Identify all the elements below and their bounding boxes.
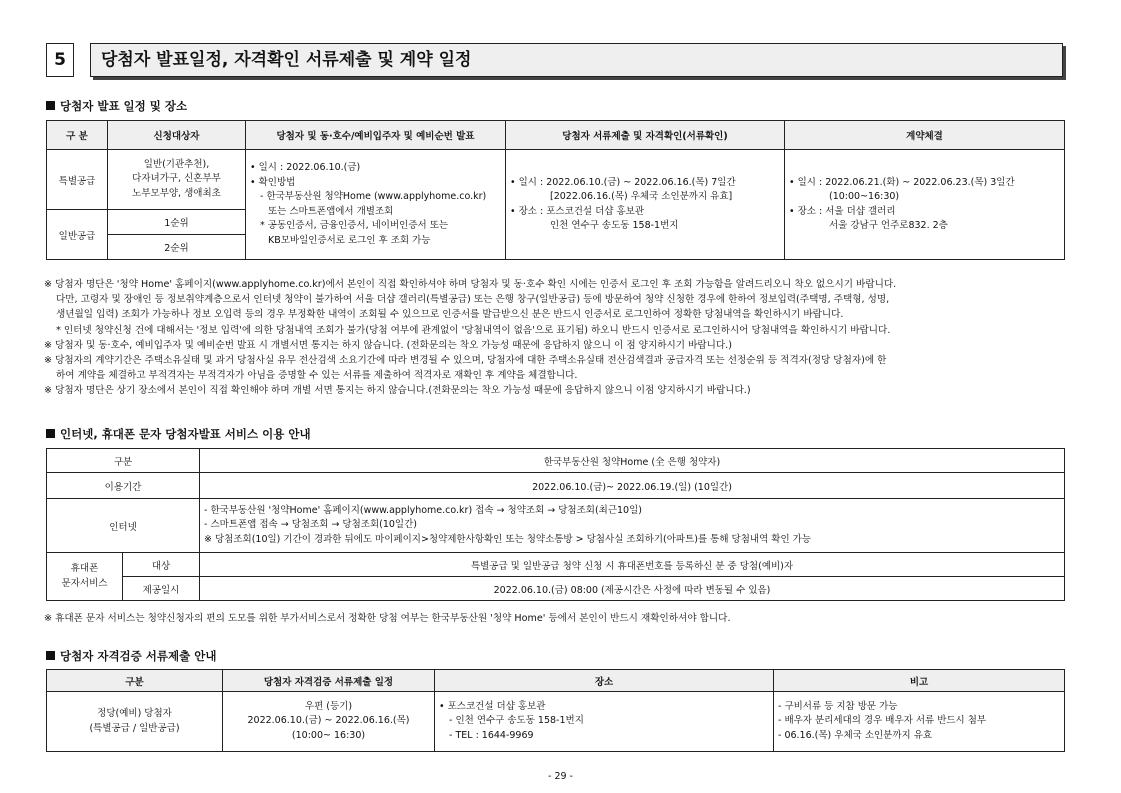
note-line: 생년월일 입력) 조회가 가능하나 정보 오입력 등의 경우 부정확한 내역이 조회될 수 있으므로 인증서를 발급받으신 분은 반드시 인증서로 로그인하여 정확한 당첨내역을 확인하시기 바랍니다. — [56, 309, 844, 321]
verify-header-category: 구분 — [47, 670, 223, 692]
announce-line: 또는 스마트폰앱에서 개별조회 — [268, 205, 394, 217]
schedule-line: 우편 (등기) — [304, 700, 353, 712]
note-line: ※ 당첨자의 계약기간은 주택소유실태 및 과거 당첨사실 유무 전산검색 소요기간에 따라 변경될 수 있으며, 당첨자에 대한 주택소유실태 전산검색결과 공급자격 또는 선정순위 등 적격자(정당 당첨자)에 한 — [44, 355, 887, 367]
verify-heading — [46, 648, 216, 664]
docs-line: • 일시 : 2022.06.10.(금) ~ 2022.06.16.(목) 7일간 — [510, 176, 736, 188]
special-targets — [108, 150, 246, 210]
target-label: 대상 — [123, 553, 200, 577]
note-line: ※ 휴대폰 문자 서비스는 청약신청자의 편의 도모를 위한 부가서비스로서 정확한 당첨 여부는 한국부동산원 '청약 Home' 등에서 본인이 반드시 재확인하셔야 합니다. — [44, 613, 731, 624]
section-title-box — [90, 43, 1063, 77]
time-value: 2022.06.10.(금) 08:00 (제공시간은 사정에 따라 변동될 수 있음) — [200, 577, 1065, 601]
verify-label-line: (특별공급 / 일반공급) — [89, 722, 180, 734]
note-line: - 구비서류 등 지참 방문 가능 — [778, 700, 898, 712]
internet-cell — [200, 499, 1065, 553]
place-line: • 포스코건설 더샵 홍보관 — [439, 700, 546, 712]
special-label: 특별공급 — [47, 150, 108, 210]
section-title: 당첨자 발표일정, 자격확인 서류제출 및 계약 일정 — [101, 50, 472, 70]
general-rank2: 2순위 — [108, 235, 246, 260]
verify-header-schedule: 당첨자 자격검증 서류제출 일정 — [223, 670, 435, 692]
mobile-label-line: 휴대폰 — [70, 563, 99, 574]
sms-heading — [46, 426, 311, 442]
internet-line: - 한국부동산원 '청약Home' 홈페이지(www.applyhome.co.kr) 접속 → 청약조회 → 당첨조회(최근10일) — [204, 504, 642, 516]
verify-row — [47, 692, 1065, 752]
sms-target-row — [47, 553, 1065, 577]
verify-row-label — [47, 692, 223, 752]
announce-line: • 확인방법 — [250, 176, 296, 188]
schedule-line: (10:00~ 16:30) — [291, 729, 366, 741]
page-number: - 29 - — [548, 771, 573, 782]
verify-note — [774, 692, 1065, 752]
note-line: 다만, 고령자 및 장애인 등 정보취약계층으로서 인터넷 청약이 불가하여 서울 더샵 갤러리(특별공급) 또는 은행 창구(일반공급) 등에 방문하여 청약 신청한 경우에 한하여 정보입력(주택명, 주택형, 성명, — [56, 294, 890, 306]
header-docs: 당첨자 서류제출 및 자격확인(서류확인) — [506, 121, 785, 150]
verify-header-row — [47, 670, 1065, 692]
verify-header-note: 비고 — [774, 670, 1065, 692]
special-target-line: 노부모부양, 생애최초 — [132, 187, 221, 199]
announce-header-row — [47, 121, 1065, 150]
mobile-label-line: 문자서비스 — [61, 577, 108, 589]
general-rank1: 1순위 — [108, 210, 246, 235]
docs-line: • 장소 : 포스코건설 더샵 홍보관 — [510, 205, 645, 217]
sms-period-row — [47, 473, 1065, 499]
contract-line: • 일시 : 2022.06.21.(화) ~ 2022.06.23.(목) 3일간 — [789, 176, 1015, 188]
sms-internet-row — [47, 499, 1065, 553]
note-line: ※ 당첨자 명단은 상기 장소에서 본인이 직접 확인해야 하며 개별 서면 통지는 하지 않습니다.(전화문의는 착오 가능성 때문에 응답하지 않으니 이점 양지하시기 바랍니다.) — [44, 385, 751, 397]
note-line: 하여 계약을 체결하고 부적격자는 부적격자가 아님을 증명할 수 있는 서류를 제출하여 적격자로 재확인 후 계약을 체결합니다. — [56, 370, 578, 382]
place-line: - TEL : 1644-9969 — [449, 729, 534, 741]
target-value: 특별공급 및 일반공급 청약 신청 시 휴대폰번호를 등록하신 분 중 당첨(예비)자 — [200, 553, 1065, 577]
sms-table — [46, 448, 1065, 601]
contract-line: 서울 강남구 언주로832. 2층 — [829, 220, 948, 231]
contract-line: • 장소 : 서울 더샵 갤러리 — [789, 205, 896, 217]
sms-col2-header: 한국부동산원 청약Home (全 은행 청약자) — [200, 449, 1065, 473]
mobile-label — [47, 553, 123, 601]
section-header — [46, 43, 1063, 77]
verify-heading-text: 당첨자 자격검증 서류제출 안내 — [60, 649, 217, 663]
note-line: ※ 당첨자 및 동·호수, 예비입주자 및 예비순번 발표 시 개별서면 통지는 하지 않습니다. (전화문의는 착오 가능성 때문에 응답하지 않으니 이 점 양지하시기 바랍니다.) — [44, 339, 732, 351]
internet-line: ※ 당첨조회(10일) 기간이 경과한 뒤에도 마이페이지>청약제한사항확인 또는 청약소통방 > 당첨사실 조회하기(아파트)를 통해 당첨내역 확인 가능 — [204, 533, 811, 545]
square-bullet-icon — [46, 651, 55, 660]
special-target-line: 일반(기관추천), — [143, 158, 210, 170]
note-line: - 배우자 분리세대의 경우 배우자 서류 반드시 첨부 — [778, 715, 987, 727]
special-row — [47, 150, 1065, 210]
announce-table — [46, 120, 1065, 260]
verify-label-line: 정당(예비) 당첨자 — [97, 708, 172, 719]
general-label: 일반공급 — [47, 210, 108, 260]
announce-line: * 공동인증서, 금융인증서, 네이버인증서 또는 — [260, 220, 449, 231]
special-target-line: 다자녀가구, 신혼부부 — [132, 173, 221, 185]
sms-col1-header: 구분 — [47, 449, 200, 473]
verify-place — [435, 692, 774, 752]
announce-heading — [46, 98, 187, 114]
schedule-line: 2022.06.10.(금) ~ 2022.06.16.(목) — [247, 715, 410, 727]
time-label: 제공일시 — [123, 577, 200, 601]
internet-line: - 스마트폰앱 접속 → 당첨조회 → 당첨조회(10일간) — [204, 519, 417, 531]
announce-line: • 일시 : 2022.06.10.(금) — [250, 162, 361, 173]
header-contract: 계약체결 — [785, 121, 1065, 150]
header-target: 신청대상자 — [108, 121, 246, 150]
header-announce: 당첨자 및 동·호수/예비입주자 및 예비순번 발표 — [246, 121, 506, 150]
announce-line: - 한국부동산원 청약Home (www.applyhome.co.kr) — [260, 191, 487, 202]
note-line: * 인터넷 청약신청 건에 대해서는 '정보 입력'에 의한 당첨내역 조회가 불가(당첨 여부에 관계없이 '당첨내역이 없음'으로 표기됨) 하오니 반드시 인증서로 로그인하시어 당첨내역을 확인하시기 바랍니다. — [56, 324, 891, 336]
square-bullet-icon — [46, 101, 55, 110]
verify-header-place: 장소 — [435, 670, 774, 692]
announce-heading-text: 당첨자 발표 일정 및 장소 — [60, 99, 188, 113]
verify-schedule — [223, 692, 435, 752]
docs-line: [2022.06.16.(목) 우체국 소인분까지 유효] — [550, 191, 733, 202]
contract-line: (10:00~16:30) — [829, 191, 900, 202]
sms-notes — [44, 611, 1074, 626]
announce-line: KB모바일인증서로 로그인 후 조회 가능 — [268, 234, 431, 246]
announce-notes — [44, 277, 1074, 399]
contract-cell — [785, 150, 1065, 260]
period-label: 이용기간 — [47, 473, 200, 499]
note-line: ※ 당첨자 명단은 '청약 Home' 홈페이지(www.applyhome.co.kr)에서 본인이 직접 확인하셔야 하며 당첨자 및 동·호수 확인 시에는 인증서 로그인 후 조회 가능함을 알려드리오니 착오 없으시기 바랍니다. — [44, 279, 897, 290]
sms-heading-text: 인터넷, 휴대폰 문자 당첨자발표 서비스 이용 안내 — [60, 427, 311, 441]
announce-cell — [246, 150, 506, 260]
docs-line: 인천 연수구 송도동 158-1번지 — [550, 220, 679, 231]
verify-table — [46, 669, 1065, 752]
sms-time-row — [47, 577, 1065, 601]
period-value: 2022.06.10.(금)~ 2022.06.19.(일) (10일간) — [200, 473, 1065, 499]
internet-label: 인터넷 — [47, 499, 200, 553]
square-bullet-icon — [46, 429, 55, 438]
header-category: 구 분 — [47, 121, 108, 150]
sms-header-row — [47, 449, 1065, 473]
section-number: 5 — [46, 43, 74, 77]
docs-cell — [506, 150, 785, 260]
place-line: - 인천 연수구 송도동 158-1번지 — [449, 715, 584, 727]
note-line: - 06.16.(목) 우체국 소인분까지 유효 — [778, 729, 933, 741]
